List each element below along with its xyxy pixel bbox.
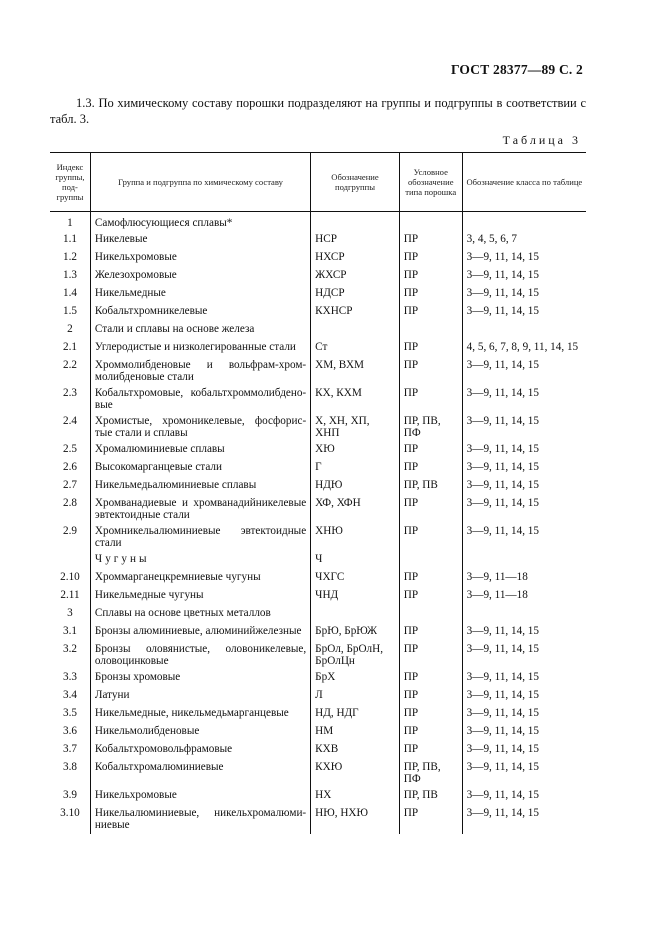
column-header-group: Группа и подгруппа по химическому составу — [90, 153, 310, 212]
cell-group: Бронзы алюминиевые, алюминийжелезные — [90, 624, 310, 642]
cell-group: Сплавы на основе цветных металлов — [90, 606, 310, 624]
cell-designation: Ч — [311, 552, 400, 570]
cell-index: 2.11 — [60, 588, 80, 601]
cell-designation: НХСР — [311, 250, 400, 268]
cell-designation: Х, ХН, ХП, ХНП — [311, 414, 400, 442]
cell-group: Хромалюминиевые сплавы — [90, 442, 310, 460]
cell-designation: ХНЮ — [311, 524, 400, 552]
cell-type: ПР — [399, 286, 462, 304]
cell-designation: Ст — [311, 340, 400, 358]
cell-designation: НСР — [311, 232, 400, 250]
cell-designation: НМ — [311, 724, 400, 742]
table-row — [50, 286, 586, 304]
cell-group: Никельалюминиевые, никельхромалюми-ниевые — [90, 806, 310, 834]
cell-type: ПР, ПВ, ПФ — [399, 414, 462, 442]
table-row — [50, 414, 586, 442]
table-body — [50, 212, 586, 834]
cell-class: 3—9, 11, 14, 15 — [462, 806, 586, 834]
cell-index: 2.7 — [62, 478, 77, 491]
cell-index: 1.2 — [62, 250, 77, 263]
cell-type — [399, 606, 462, 624]
cell-group: Хромистые, хромоникелевые, фосфорис-тые стали и сплавы — [90, 414, 310, 442]
cell-designation: НДЮ — [311, 478, 400, 496]
cell-group: Хроммолибденовые и вольфрам-хром-молибденовые стали — [90, 358, 310, 386]
cell-group: Хроммарганецкремниевые чугуны — [90, 570, 310, 588]
cell-designation — [311, 322, 400, 340]
cell-index: 3.8 — [62, 760, 77, 773]
cell-group: Чугуны — [90, 552, 310, 570]
cell-type: ПР, ПВ — [399, 478, 462, 496]
cell-type: ПР — [399, 442, 462, 460]
cell-designation — [311, 606, 400, 624]
column-header-class: Обозначение класса по таблице — [462, 153, 586, 212]
cell-type: ПР — [399, 724, 462, 742]
cell-class — [462, 552, 586, 570]
cell-group: Высокомарганцевые стали — [90, 460, 310, 478]
table-row — [50, 340, 586, 358]
table-row — [50, 670, 586, 688]
cell-class — [462, 322, 586, 340]
cell-index: 2.2 — [62, 358, 77, 371]
cell-type: ПР — [399, 340, 462, 358]
cell-type: ПР — [399, 386, 462, 414]
cell-index: 2 — [67, 322, 73, 335]
cell-group: Бронзы хромовые — [90, 670, 310, 688]
cell-designation: КХНСР — [311, 304, 400, 322]
cell-index: 1.1 — [62, 232, 77, 245]
table-row — [50, 358, 586, 386]
cell-designation: КХЮ — [311, 760, 400, 788]
table-caption: Таблица 3 — [502, 133, 581, 147]
cell-type: ПР — [399, 524, 462, 552]
cell-group: Никельмедьалюминиевые сплавы — [90, 478, 310, 496]
table-row — [50, 570, 586, 588]
cell-designation: НЮ, НХЮ — [311, 806, 400, 834]
cell-index: 3.10 — [60, 806, 80, 819]
cell-designation: БрХ — [311, 670, 400, 688]
cell-class: 3—9, 11, 14, 15 — [462, 414, 586, 442]
cell-group: Никельмедные — [90, 286, 310, 304]
cell-group: Кобальтхромникелевые — [90, 304, 310, 322]
cell-group: Кобальтхромовые, кобальтхроммолибдено-вые — [90, 386, 310, 414]
cell-index: 3.5 — [62, 706, 77, 719]
table-row — [50, 642, 586, 670]
cell-class: 3—9, 11, 14, 15 — [462, 286, 586, 304]
cell-designation: ЖХСР — [311, 268, 400, 286]
cell-index: 2.9 — [62, 524, 77, 537]
cell-class: 3—9, 11, 14, 15 — [462, 496, 586, 524]
cell-designation: НХ — [311, 788, 400, 806]
cell-group: Кобальтхромовольфрамовые — [90, 742, 310, 760]
cell-designation: КХВ — [311, 742, 400, 760]
cell-type: ПР — [399, 588, 462, 606]
cell-class: 3—9, 11, 14, 15 — [462, 386, 586, 414]
cell-class: 3—9, 11, 14, 15 — [462, 742, 586, 760]
table-row — [50, 524, 586, 552]
cell-class: 3—9, 11, 14, 15 — [462, 250, 586, 268]
cell-index: 3.7 — [62, 742, 77, 755]
cell-index: 3 — [67, 606, 73, 619]
table-row — [50, 268, 586, 286]
cell-type: ПР — [399, 642, 462, 670]
table-row — [50, 552, 586, 570]
table-row — [50, 304, 586, 322]
table-row — [50, 496, 586, 524]
cell-index: 2.1 — [62, 340, 77, 353]
cell-class: 3—9, 11, 14, 15 — [462, 268, 586, 286]
cell-designation: БрОл, БрОлН, БрОлЦн — [311, 642, 400, 670]
cell-class: 3—9, 11, 14, 15 — [462, 788, 586, 806]
cell-class: 4, 5, 6, 7, 8, 9, 11, 14, 15 — [462, 340, 586, 358]
table-row — [50, 806, 586, 834]
cell-designation: КХ, КХМ — [311, 386, 400, 414]
table-row — [50, 724, 586, 742]
cell-type: ПР — [399, 742, 462, 760]
cell-index: 3.2 — [62, 642, 77, 655]
table-row — [50, 478, 586, 496]
table-row — [50, 788, 586, 806]
classification-table — [50, 152, 586, 834]
cell-designation: НД, НДГ — [311, 706, 400, 724]
table-row — [50, 442, 586, 460]
table-row — [50, 606, 586, 624]
cell-designation: ЧХГС — [311, 570, 400, 588]
table-row — [50, 624, 586, 642]
cell-group: Никельмедные, никельмедьмарганцевые — [90, 706, 310, 724]
cell-type: ПР, ПВ — [399, 788, 462, 806]
table-row — [50, 760, 586, 788]
cell-type: ПР — [399, 570, 462, 588]
table-row — [50, 322, 586, 340]
intro-paragraph: 1.3. По химическому составу порошки подразделяют на группы и подгруппы в соответствии с табл. 3. — [50, 96, 586, 126]
table-header-row — [50, 153, 586, 212]
cell-type: ПР — [399, 670, 462, 688]
cell-group: Кобальтхромалюминиевые — [90, 760, 310, 788]
cell-index: 3.4 — [62, 688, 77, 701]
cell-class: 3—9, 11, 14, 15 — [462, 642, 586, 670]
cell-index: 2.4 — [62, 414, 77, 427]
cell-group: Никельхромовые — [90, 788, 310, 806]
cell-class: 3, 4, 5, 6, 7 — [462, 232, 586, 250]
cell-designation: НДСР — [311, 286, 400, 304]
table-row — [50, 460, 586, 478]
cell-index: 3.9 — [62, 788, 77, 801]
cell-group: Бронзы оловянистые, оловоникелевые, оловоцинковые — [90, 642, 310, 670]
cell-index: 3.1 — [62, 624, 77, 637]
cell-type — [399, 322, 462, 340]
cell-class: 3—9, 11—18 — [462, 570, 586, 588]
cell-index: 3.3 — [62, 670, 77, 683]
document-header: ГОСТ 28377—89 С. 2 — [450, 62, 583, 77]
cell-designation — [311, 212, 400, 232]
cell-class: 3—9, 11, 14, 15 — [462, 304, 586, 322]
cell-type: ПР — [399, 358, 462, 386]
table-row — [50, 588, 586, 606]
cell-class: 3—9, 11—18 — [462, 588, 586, 606]
cell-designation: Л — [311, 688, 400, 706]
cell-group: Латуни — [90, 688, 310, 706]
cell-type: ПР — [399, 688, 462, 706]
cell-class: 3—9, 11, 14, 15 — [462, 624, 586, 642]
cell-type: ПР — [399, 268, 462, 286]
cell-class: 3—9, 11, 14, 15 — [462, 460, 586, 478]
cell-class: 3—9, 11, 14, 15 — [462, 670, 586, 688]
cell-index: 1.5 — [62, 304, 77, 317]
cell-type: ПР — [399, 304, 462, 322]
cell-type: ПР — [399, 250, 462, 268]
cell-index: 1 — [67, 217, 73, 229]
cell-class — [462, 606, 586, 624]
cell-type: ПР — [399, 232, 462, 250]
cell-type: ПР — [399, 496, 462, 524]
cell-index — [50, 552, 90, 570]
table-row — [50, 706, 586, 724]
cell-class — [462, 212, 586, 232]
column-header-type: Условное обозначение типа порошка — [399, 153, 462, 212]
cell-index: 2.6 — [62, 460, 77, 473]
cell-type: ПР, ПВ, ПФ — [399, 760, 462, 788]
cell-index: 2.8 — [62, 496, 77, 509]
cell-group: Самофлюсующиеся сплавы* — [90, 212, 310, 232]
cell-class: 3—9, 11, 14, 15 — [462, 724, 586, 742]
cell-class: 3—9, 11, 14, 15 — [462, 688, 586, 706]
cell-designation: ХЮ — [311, 442, 400, 460]
table-row — [50, 386, 586, 414]
table-row — [50, 212, 586, 232]
cell-index: 2.3 — [62, 386, 77, 399]
cell-group: Никельхромовые — [90, 250, 310, 268]
cell-designation: ХФ, ХФН — [311, 496, 400, 524]
cell-group: Никельмолибденовые — [90, 724, 310, 742]
cell-designation: ХМ, ВХМ — [311, 358, 400, 386]
cell-class: 3—9, 11, 14, 15 — [462, 760, 586, 788]
cell-group: Хромванадиевые и хромванадийникелевые эвтектоидные стали — [90, 496, 310, 524]
table-row — [50, 688, 586, 706]
cell-type: ПР — [399, 706, 462, 724]
cell-group: Хромникельалюминиевые эвтектоидные стали — [90, 524, 310, 552]
cell-designation: БрЮ, БрЮЖ — [311, 624, 400, 642]
cell-class: 3—9, 11, 14, 15 — [462, 706, 586, 724]
cell-group: Никелевые — [90, 232, 310, 250]
cell-class: 3—9, 11, 14, 15 — [462, 524, 586, 552]
cell-type: ПР — [399, 624, 462, 642]
cell-index: 2.5 — [62, 442, 77, 455]
column-header-designation: Обозначение подгруппы — [311, 153, 400, 212]
cell-type — [399, 212, 462, 232]
cell-index: 1.3 — [62, 268, 77, 281]
cell-type: ПР — [399, 460, 462, 478]
cell-type — [399, 552, 462, 570]
cell-class: 3—9, 11, 14, 15 — [462, 358, 586, 386]
cell-index: 3.6 — [62, 724, 77, 737]
cell-index: 2.10 — [60, 570, 80, 583]
table-row — [50, 742, 586, 760]
table-row — [50, 250, 586, 268]
cell-designation: ЧНД — [311, 588, 400, 606]
cell-group: Железохромовые — [90, 268, 310, 286]
cell-group: Углеродистые и низколегированные стали — [90, 340, 310, 358]
cell-group: Стали и сплавы на основе железа — [90, 322, 310, 340]
cell-class: 3—9, 11, 14, 15 — [462, 478, 586, 496]
column-header-index: Индекс группы, под-группы — [50, 153, 90, 212]
table-row — [50, 232, 586, 250]
cell-index: 1.4 — [62, 286, 77, 299]
cell-designation: Г — [311, 460, 400, 478]
cell-class: 3—9, 11, 14, 15 — [462, 442, 586, 460]
cell-group: Никельмедные чугуны — [90, 588, 310, 606]
cell-type: ПР — [399, 806, 462, 834]
